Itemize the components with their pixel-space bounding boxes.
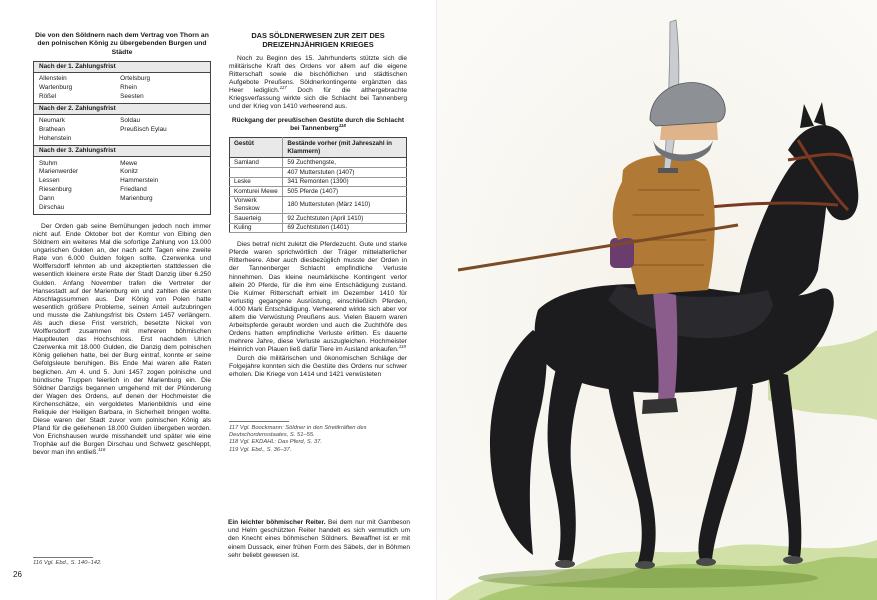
footnote-divider	[33, 557, 93, 558]
table-row	[230, 187, 407, 197]
table-cell: Mewe	[120, 159, 138, 167]
table-cell: 69 Zuchtstuten (1401)	[283, 223, 407, 233]
studs-title-text: Rückgang der preußischen Gestüte durch die Schlacht bei Tannenberg	[231, 117, 405, 133]
table-cell: Komturei Mewe	[230, 187, 283, 197]
table-cell: Rößel	[39, 92, 57, 100]
table-cell: 341 Remonten (1390)	[283, 177, 407, 187]
table-row	[34, 75, 211, 84]
table-row	[230, 196, 407, 213]
paragraph-text: Der Orden gab seine Bemühungen jedoch noch immer nicht auf. Ende Oktober bot der Komtur von Elbing den Söldnern ein weiteres Mal die sofortige Zahlung von 13.000 ungarischen Gulden an, der nach acht Tagen eine zweite Rate von 6.000 Gulden folgen sollte. Czerwenka und Wolffersdorff lehnten ab und akzeptierten stattdessen die wesentlich kleinere erste Rate der Stadt Danzig über 6.250 Gulden. Anfang November trafen die Vertreter der Hansestadt auf der Marienburg ein und zahlten die ersten Abschlagssummen aus. Der König von Polen hatte wesentlich größere Probleme, seinen Anteil aufzubringen und musste die Zahlungsfrist bis Ostern 1457 verlängern. Als auch diese Frist verstrich, besetzte Nickel von Wolffersdorff zusammen mit mehreren böhmischen Hauptleuten das Hochschloss. Erst nachdem Ulrich Czerwenka mit 18.000 Gulden, die Danzig dem polnischen König geliehen hatte, bei der Burg eintraf, konnte er seine Gefolgsleute beruhigen. Bis Ende Mai waren alle Raten beglichen. Am 4. und 5. Juni 1457 zogen polnische und bündische Truppen feierlich in der Marienburg ein. Die Söldner Danzigs begannen umgehend mit der Plünderung der Wagen des Ordens, auf denen der Hochmeister die Kirchenschätze, ein vergoldetes Marienbildnis und eine Reliquie der Heiligen Barbara, in Sicherheit bringen wollte. Diese waren der Stadt zuvor vom polnischen König als Pfand für die geliehenen 18.000 Gulden übergeben worden. Von Erichshausen wurde misshandelt und später wie eine Trophäe auf die Burgen Dirschau und Schwetz geschleppt, bevor man ihn entließ.	[33, 222, 211, 457]
table-cell: 505 Pferde (1407)	[283, 187, 407, 197]
right-column	[229, 32, 407, 379]
table-cell: Wartenburg	[39, 83, 73, 91]
garrison-table	[33, 61, 211, 215]
left-page	[0, 0, 438, 600]
table-row	[34, 159, 211, 168]
table-cell: Rhein	[120, 83, 137, 91]
left-body-text	[33, 223, 211, 458]
table-cell: Seesten	[120, 92, 144, 100]
footnote-ref: 119	[398, 344, 406, 350]
page-number: 26	[13, 570, 22, 579]
table-cell: Dirschau	[39, 203, 65, 211]
table-cell: Riesenburg	[39, 185, 72, 193]
footnote-116: 116 Vgl. Ebd., S. 140–142.	[33, 560, 102, 566]
table-row	[230, 214, 407, 224]
table-row	[34, 117, 211, 126]
table-row	[34, 83, 211, 92]
table-row	[230, 177, 407, 187]
table-cell	[115, 134, 210, 143]
table-row	[34, 177, 211, 186]
table-cell: Vorwerk Senskow	[230, 196, 283, 213]
footnote-ref: 117	[279, 84, 287, 90]
footnote-ref: 118	[338, 123, 346, 129]
illustration-page	[438, 0, 877, 600]
studs-table-title	[229, 117, 407, 133]
table-group-header: Nach der 3. Zahlungsfrist	[34, 146, 211, 157]
caption-text: Bei dem nur mit Gambeson und Helm geschützten Reiter handelt es sich vermutlich um den Knecht eines böhmischen Söldners. Bewaffnet ist er mit einem Dussack, einer frühen Form des Säbels, der in Böhmen sehr beliebt gewesen ist.	[228, 519, 410, 559]
table-cell: Hammerstein	[120, 177, 159, 185]
table-cell: Sauerteig	[230, 214, 283, 224]
table-cell: Marienburg	[120, 194, 153, 202]
table-cell: Soldau	[120, 117, 141, 125]
paragraph-text: Noch zu Beginn des 15. Jahrhunderts stützte sich die militärische Kraft des Ordens vor allem auf die eigene Ritterschaft sowie die bischöflichen und städtischen Aufgebote Preußens. Söldnerkontingente ergänzten das Heer lediglich.	[229, 54, 407, 94]
column-header: Bestände vorher (mit Jahreszahl in Klammern)	[283, 138, 407, 158]
table-cell: Lessen	[39, 177, 60, 185]
paragraph-text: Doch für die althergebrachte Kriegsverfassung wirkte sich die Schlacht bei Tannenberg und der Krieg von 1410 verheerend aus.	[229, 86, 407, 111]
paragraph-text: Dies betraf nicht zuletzt die Pferdezucht. Gute und starke Pferde waren sprichwörtlich der Träger mittelalterlicher Ritterheere. Aber auch diesbezüglich musste der Orden in der Tannenberger Schlacht empfindliche Verluste hinnehmen. Das kleine neumärkische Kontingent verlor allein 20 Pferde, für die ihm eine Entschädigung zustand. Die Kulmer Ritterschaft erhielt im Dezember 1410 für verlustig gegangene Ausrüstung, einschließlich Pferden, 4.000 Mark Entschädigung. Verheerend wirkte sich aber vor allem die Verwüstung Preußens aus. Vielen Bauern waren Arbeitspferde geraubt worden und auch die Zuchthöfe des Ordens hatten empfindliche Verluste erlitten. Es dauerte mehrere Jahre, diese Verluste auszugleichen. Hochmeister Heinrich von Plauen ließ dafür Tiere im Ausland ankaufen.	[229, 241, 407, 354]
table-row	[34, 185, 211, 194]
table-cell: Allenstein	[39, 75, 67, 83]
footnote-118: 118 Vgl. EKDAHL: Das Pferd, S. 37.	[229, 439, 323, 446]
table-cell: Konitz	[120, 168, 138, 176]
studs-table	[229, 137, 407, 233]
footnote-117: 117 Vgl. Boockmann: Söldner in den Streitkräften des Deutschordensstaates, S. 51–55.	[229, 425, 367, 439]
table-cell: Friedland	[120, 185, 147, 193]
table-row	[34, 92, 211, 101]
table-row	[230, 168, 407, 178]
table-row	[230, 158, 407, 168]
table-row	[34, 168, 211, 177]
left-column	[33, 32, 211, 458]
footnote-ref: 116	[98, 447, 106, 453]
table-cell: Dann	[39, 194, 55, 202]
paragraph	[229, 55, 407, 112]
table-cell: 92 Zuchtstuten (April 1410)	[283, 214, 407, 224]
table-group-header: Nach der 2. Zahlungsfrist	[34, 104, 211, 115]
caption-title: Ein leichter böhmischer Reiter.	[228, 519, 326, 526]
table-cell: 180 Mutterstuten (März 1410)	[283, 196, 407, 213]
table-row	[34, 194, 211, 203]
rider-boot	[642, 398, 678, 414]
garrison-table-title: Die von den Söldnern nach dem Vertrag von Thorn an den polnischen König zu übergebenden Burgen und Städte	[35, 32, 209, 56]
table-cell	[115, 203, 210, 212]
table-cell: Marienwerder	[39, 168, 79, 176]
table-row	[230, 223, 407, 233]
section-title: DAS SÖLDNERWESEN ZUR ZEIT DES DREIZEHNJÄHRIGEN KRIEGES	[251, 31, 385, 49]
table-cell: Samland	[230, 158, 283, 168]
table-cell: Leske	[230, 177, 283, 187]
table-row	[34, 203, 211, 212]
sword-guard	[658, 168, 678, 173]
rider-illustration	[438, 0, 877, 600]
illustration-caption	[228, 519, 410, 560]
table-cell: 59 Zuchthengste,	[283, 158, 407, 168]
paragraph	[229, 355, 407, 379]
footnotes-right	[229, 425, 409, 454]
table-cell: Kuling	[230, 223, 283, 233]
table-row	[34, 126, 211, 135]
ground-shadow	[478, 568, 818, 588]
table-cell	[230, 168, 283, 178]
table-row	[34, 134, 211, 143]
table-group-header: Nach der 1. Zahlungsfrist	[34, 61, 211, 72]
table-cell: Ortelsburg	[120, 75, 151, 83]
table-cell: Neumark	[39, 117, 65, 125]
paragraph	[33, 223, 211, 458]
column-header: Gestüt	[230, 138, 283, 158]
table-cell: Stuhm	[39, 159, 58, 167]
rider-gambeson	[622, 155, 715, 295]
footnote-divider	[229, 421, 289, 422]
table-cell: Brathean	[39, 126, 65, 134]
paragraph	[229, 241, 407, 354]
footnote-119: 119 Vgl. Ebd., S. 36–37.	[229, 446, 292, 453]
table-cell: Preußisch Eylau	[120, 126, 167, 134]
table-cell: 407 Mutterstuten (1407)	[283, 168, 407, 178]
paragraph-text: Durch die militärischen und ökonomischen Schläge der Folgejahre konnten sich die Gestüte des Ordens nur schwer erholen. Die Kriege von 1414 und 1421 verwüsteten	[229, 354, 407, 378]
table-cell: Hohenstein	[39, 134, 72, 142]
